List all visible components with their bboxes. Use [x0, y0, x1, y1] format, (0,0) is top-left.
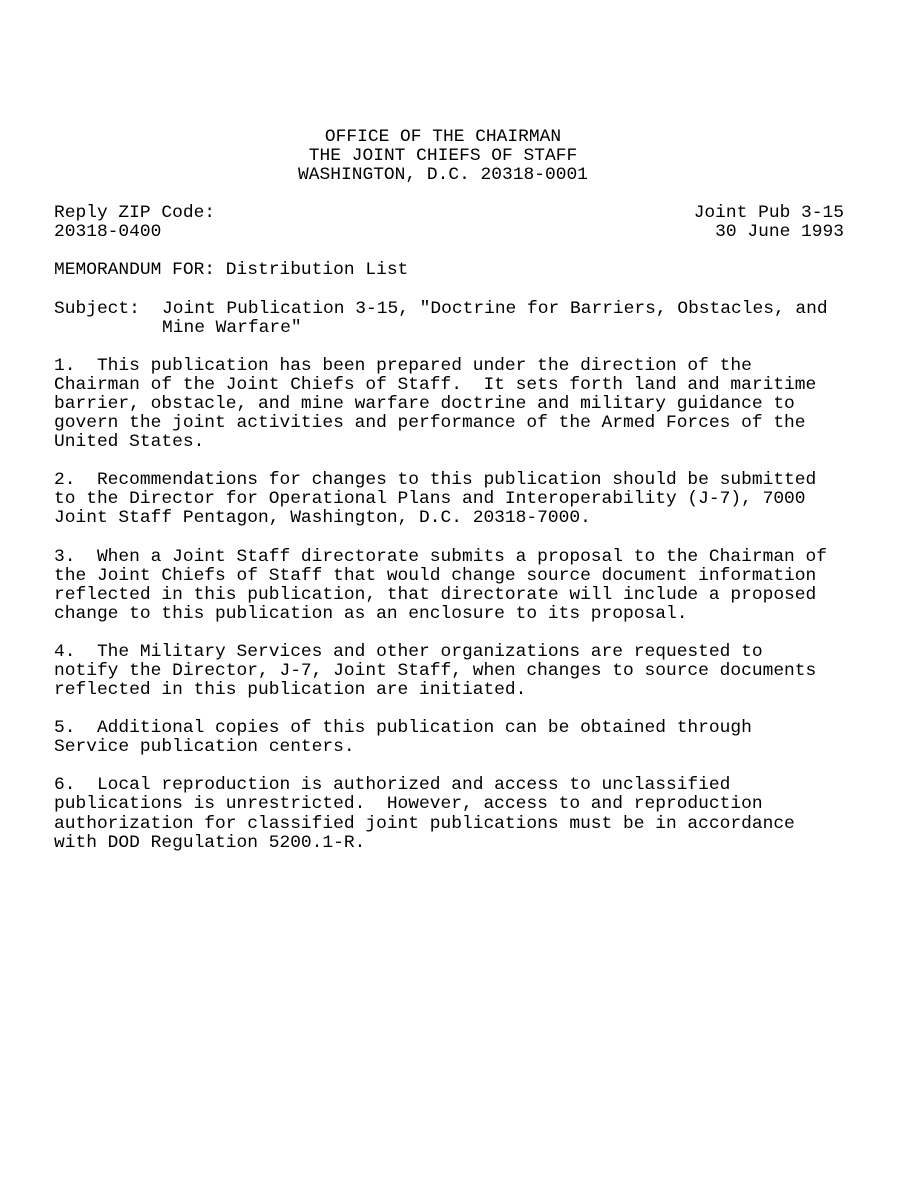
paragraph-5: [54, 719, 844, 757]
paragraph-line: Joint Staff Pentagon, Washington, D.C. 20318-7000.: [54, 508, 591, 529]
paragraph-line: Chairman of the Joint Chiefs of Staff. It sets forth land and maritime: [54, 374, 817, 395]
paragraph-line: 6. Local reproduction is authorized and access to unclassified: [54, 775, 731, 796]
paragraph-line: govern the joint activities and performance of the Armed Forces of the: [54, 413, 806, 434]
paragraph-line: reflected in this publication, that directorate will include a proposed: [54, 584, 817, 605]
memorandum-page: [54, 128, 854, 872]
letterhead-office: OFFICE OF THE CHAIRMAN: [324, 127, 562, 147]
publication-date: 30 June 1993: [715, 222, 844, 243]
paragraph-6: [54, 776, 844, 852]
publication-block: [694, 204, 844, 242]
paragraph-line: to the Director for Operational Plans and Interoperability (J-7), 7000: [54, 489, 806, 510]
paragraph-line: Service publication centers.: [54, 737, 355, 758]
paragraph-line: 3. When a Joint Staff directorate submits a proposal to the Chairman of: [54, 546, 828, 567]
letterhead: [54, 128, 832, 185]
paragraph-line: reflected in this publication are initiated.: [54, 680, 527, 701]
subject-label: Subject:: [54, 298, 140, 319]
paragraph-line: 5. Additional copies of this publication can be obtained through: [54, 718, 752, 739]
letterhead-address: WASHINGTON, D.C. 20318-0001: [298, 165, 588, 186]
paragraph-line: change to this publication as an enclosure to its proposal.: [54, 603, 688, 624]
paragraph-line: publications is unrestricted. However, access to and reproduction: [54, 794, 763, 815]
paragraph-line: 4. The Military Services and other organizations are requested to: [54, 641, 763, 662]
paragraph-line: authorization for classified joint publications must be in accordance: [54, 813, 795, 834]
subject-line: Joint Publication 3-15, "Doctrine for Barriers, Obstacles, and: [162, 298, 828, 319]
subject-block: [54, 300, 854, 338]
paragraph-3: [54, 548, 844, 624]
paragraph-line: United States.: [54, 432, 205, 453]
publication-number: Joint Pub 3-15: [693, 203, 844, 224]
paragraph-line: barrier, obstacle, and mine warfare doctrine and military guidance to: [54, 393, 795, 414]
paragraph-2: [54, 471, 844, 528]
paragraph-1: [54, 357, 844, 452]
reference-block: [54, 204, 844, 242]
reply-zip-code: 20318-0400: [54, 222, 162, 243]
reply-zip-block: [54, 204, 215, 242]
memorandum-for: MEMORANDUM FOR: Distribution List: [54, 260, 409, 281]
subject-line: Mine Warfare": [162, 317, 302, 338]
paragraph-4: [54, 643, 844, 700]
paragraph-line: 2. Recommendations for changes to this publication should be submitted: [54, 470, 817, 491]
subject-text: [162, 300, 852, 338]
reply-zip-label: Reply ZIP Code:: [54, 203, 216, 224]
paragraph-line: notify the Director, J-7, Joint Staff, when changes to source documents: [54, 660, 817, 681]
paragraph-line: 1. This publication has been prepared under the direction of the: [54, 355, 752, 376]
paragraph-line: with DOD Regulation 5200.1-R.: [54, 832, 366, 853]
paragraph-line: the Joint Chiefs of Staff that would change source document information: [54, 565, 817, 586]
letterhead-organization: THE JOINT CHIEFS OF STAFF: [308, 146, 578, 167]
